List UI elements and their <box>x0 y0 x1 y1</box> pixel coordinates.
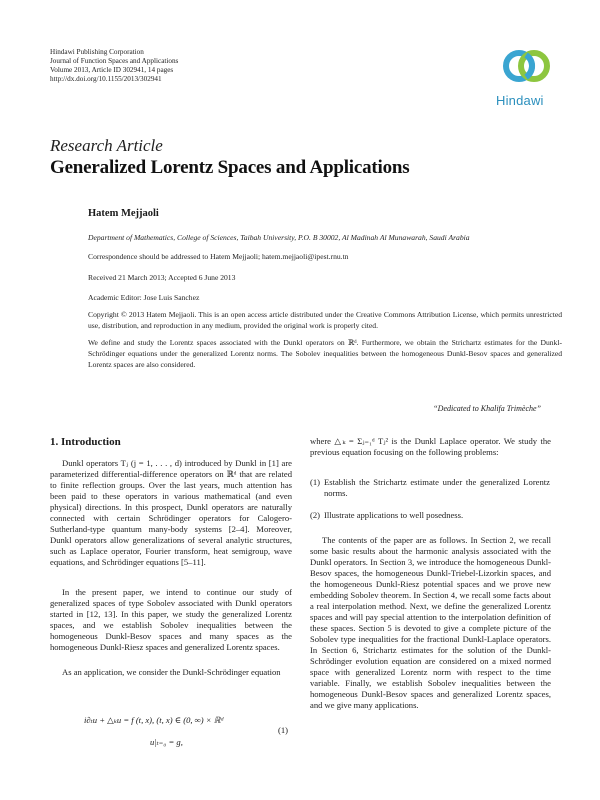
section-heading: 1. Introduction <box>50 436 121 448</box>
author-name: Hatem Mejjaoli <box>88 208 159 219</box>
contents-paragraph: The contents of the paper are as follows. In Section 2, we recall some basic results about the harmonic analysis associated with the Dunkl operators. In Section 3, we introduce the homogeneous Dunkl-Besov spaces, the homogeneous Dunkl-Triebel-Lizorkin spaces, and the homogeneous Dunkl-Riesz potential spaces and we prove new embedding Sobolev theorem. In Section 4, we recall some facts about a real interpolation method. Next, we define the generalized Lorentz spaces and will pay special attention to the interpolation definition of these spaces. Section 5 is devoted to give a complete picture of the Sobolev type inequalities for the fractional Dunkl-Laplace operators. In Section 6, Strichartz estimates for the solution of the Dunkl-Schrödinger evolution equation are considered on a mixed normed space with generalized Lorentz norm with respect to the time variable. Finally, we establish Sobolev inequalities between the homogeneous Dunkl-Besov spaces and generalized Lorentz spaces, and we give many applications. <box>310 535 551 710</box>
list-item-number: (1) <box>310 477 321 487</box>
dedication: “Dedicated to Khalifa Trimèche” <box>433 404 541 413</box>
received-date: Received 21 March 2013; Accepted 6 June 2013 <box>88 273 236 282</box>
list-item-number: (2) <box>310 510 321 520</box>
list-item-text: Illustrate applications to well posedness. <box>324 510 464 520</box>
abstract: We define and study the Lorentz spaces associated with the Dunkl operators on ℝᵈ. Furthermore, we obtain the Strichartz estimates for the Dunkl-Schrödinger equations under the generalized Lorentz norms. The Sobolev inequalities between the homogeneous Dunkl-Besov spaces and generalized Lorentz spaces are also considered. <box>88 338 562 369</box>
page-title: Generalized Lorentz Spaces and Applications <box>50 157 410 178</box>
list-item-text: Establish the Strichartz estimate under the generalized Lorentz norms. <box>324 477 550 498</box>
academic-editor: Academic Editor: Jose Luis Sanchez <box>88 293 200 302</box>
laplace-definition: where △ₖ = Σⱼ₌₁ᵈ Tⱼ² is the Dunkl Laplace operator. We study the previous equation focusing on the following problems: <box>310 436 551 457</box>
journal-line: Journal of Function Spaces and Applications <box>50 57 179 65</box>
hindawi-logo <box>492 44 562 110</box>
article-type: Research Article <box>50 136 163 155</box>
hindawi-wordmark: Hindawi <box>496 93 544 108</box>
equation-number: (1) <box>278 725 289 735</box>
publisher-line: Hindawi Publishing Corporation <box>50 48 144 56</box>
list-item <box>310 477 551 501</box>
affiliation: Department of Mathematics, College of Sciences, Taibah University, P.O. B 30002, Al Madinah Al Munawarah, Saudi Arabia <box>88 233 470 242</box>
intro-paragraph-1: Dunkl operators Tⱼ (j = 1, . . . , d) introduced by Dunkl in [1] are parameterized differential-difference operators on ℝᵈ that are related to finite reflection groups. Over the last years, much attention has been paid to these operators in various mathematical (and even physical) directions. In this prospect, Dunkl operators are naturally connected with certain Schrödinger operators for Calogero-Sutherland-type quantum many-body systems [2–4]. Moreover, Dunkl operators allow generalizations of several analytic structures, such as Laplace operator, Fourier transform, heat semigroup, wave equations, and Schrödinger equations [5–11]. <box>50 458 292 567</box>
copyright-notice: Copyright © 2013 Hatem Mejjaoli. This is an open access article distributed under the Creative Commons Attribution License, which permits unrestricted use, distribution, and reproduction in any medium, provided the original work is properly cited. <box>88 310 562 330</box>
volume-line: Volume 2013, Article ID 302941, 14 pages <box>50 66 174 74</box>
list-item <box>310 510 551 522</box>
equation-line-2: u|ₜ₌₀ = g, <box>150 737 183 747</box>
equation-line-1: i∂ₜu + △ₖu = f (t, x), (t, x) ∈ (0, ∞) × ℝᵈ <box>84 715 224 725</box>
hindawi-rings-icon <box>492 44 562 92</box>
correspondence: Correspondence should be addressed to Hatem Mejjaoli; hatem.mejjaoli@ipest.rnu.tn <box>88 252 349 261</box>
intro-paragraph-3: As an application, we consider the Dunkl-Schrödinger equation <box>62 667 281 677</box>
doi-link[interactable]: http://dx.doi.org/10.1155/2013/302941 <box>50 75 162 83</box>
intro-paragraph-2: In the present paper, we intend to continue our study of generalized spaces of type Sobolev associated with Dunkl operators started in [12, 13]. In this paper, we study the generalized Lorentz spaces, and we establish Sobolev inequalities between the homogeneous Dunkl-Besov spaces and many spaces as the homogeneous Dunkl-Riesz spaces and generalized Lorentz spaces. <box>50 587 292 652</box>
